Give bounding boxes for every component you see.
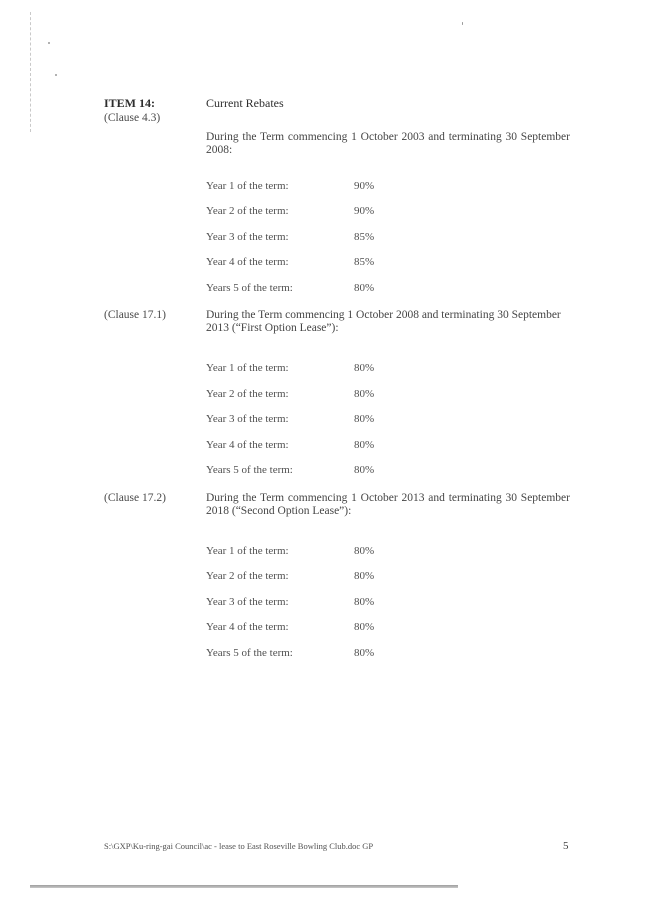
rebate-year-label: Year 3 of the term: (206, 413, 289, 425)
footer-file-path: S:\GXP\Ku-ring-gai Council\ac - lease to East Roseville Bowling Club.doc GP (104, 841, 374, 851)
rebate-row (206, 439, 426, 453)
rebate-year-label: Year 1 of the term: (206, 362, 289, 374)
clause-reference: (Clause 17.2) (104, 492, 166, 504)
scan-speck (48, 42, 50, 44)
rebate-percentage: 80% (354, 362, 375, 374)
rebate-year-label: Years 5 of the term: (206, 647, 293, 659)
rebate-percentage: 80% (354, 545, 375, 557)
item-label: ITEM 14: (104, 96, 155, 110)
clause-reference: (Clause 17.1) (104, 309, 166, 321)
rebate-percentage: 80% (354, 647, 375, 659)
rebate-row (206, 205, 426, 219)
term-description: During the Term commencing 1 October 2003 and terminating 30 September 2008: (206, 131, 570, 156)
rebate-year-label: Year 1 of the term: (206, 180, 289, 192)
rebate-percentage: 80% (354, 388, 375, 400)
scan-edge-rule (30, 885, 458, 888)
rebate-row (206, 388, 426, 402)
rebate-row (206, 596, 426, 610)
rebate-row (206, 282, 426, 296)
rebate-percentage: 85% (354, 256, 375, 268)
rebate-percentage: 80% (354, 570, 375, 582)
scan-speck (55, 74, 57, 76)
rebate-year-label: Years 5 of the term: (206, 282, 293, 294)
rebate-percentage: 80% (354, 596, 375, 608)
scan-speck (462, 22, 463, 25)
rebate-row (206, 621, 426, 635)
rebate-year-label: Years 5 of the term: (206, 464, 293, 476)
rebate-row (206, 570, 426, 584)
rebate-year-label: Year 3 of the term: (206, 596, 289, 608)
rebate-year-label: Year 3 of the term: (206, 231, 289, 243)
rebate-percentage: 80% (354, 413, 375, 425)
rebate-year-label: Year 1 of the term: (206, 545, 289, 557)
rebate-percentage: 90% (354, 205, 375, 217)
rebate-percentage: 80% (354, 621, 375, 633)
page-number: 5 (563, 840, 569, 852)
rebate-percentage: 80% (354, 464, 375, 476)
rebate-row (206, 256, 426, 270)
term-description: During the Term commencing 1 October 2008 and terminating 30 September 2013 (“First Option Lease”): (206, 309, 561, 334)
rebate-year-label: Year 4 of the term: (206, 621, 289, 633)
rebate-row (206, 464, 426, 478)
term-description: During the Term commencing 1 October 2013 and terminating 30 September 2018 (“Second Option Lease”): (206, 492, 570, 517)
rebate-year-label: Year 2 of the term: (206, 205, 289, 217)
rebate-row (206, 231, 426, 245)
rebate-percentage: 85% (354, 231, 375, 243)
rebate-year-label: Year 2 of the term: (206, 388, 289, 400)
section-heading: Current Rebates (206, 96, 284, 110)
rebate-row (206, 362, 426, 376)
binding-edge-mark (30, 12, 31, 132)
rebate-percentage: 90% (354, 180, 375, 192)
rebate-row (206, 180, 426, 194)
clause-reference: (Clause 4.3) (104, 112, 161, 124)
rebate-year-label: Year 4 of the term: (206, 439, 289, 451)
rebate-row (206, 545, 426, 559)
rebate-year-label: Year 4 of the term: (206, 256, 289, 268)
rebate-row (206, 413, 426, 427)
rebate-row (206, 647, 426, 661)
rebate-percentage: 80% (354, 282, 375, 294)
rebate-percentage: 80% (354, 439, 375, 451)
rebate-year-label: Year 2 of the term: (206, 570, 289, 582)
